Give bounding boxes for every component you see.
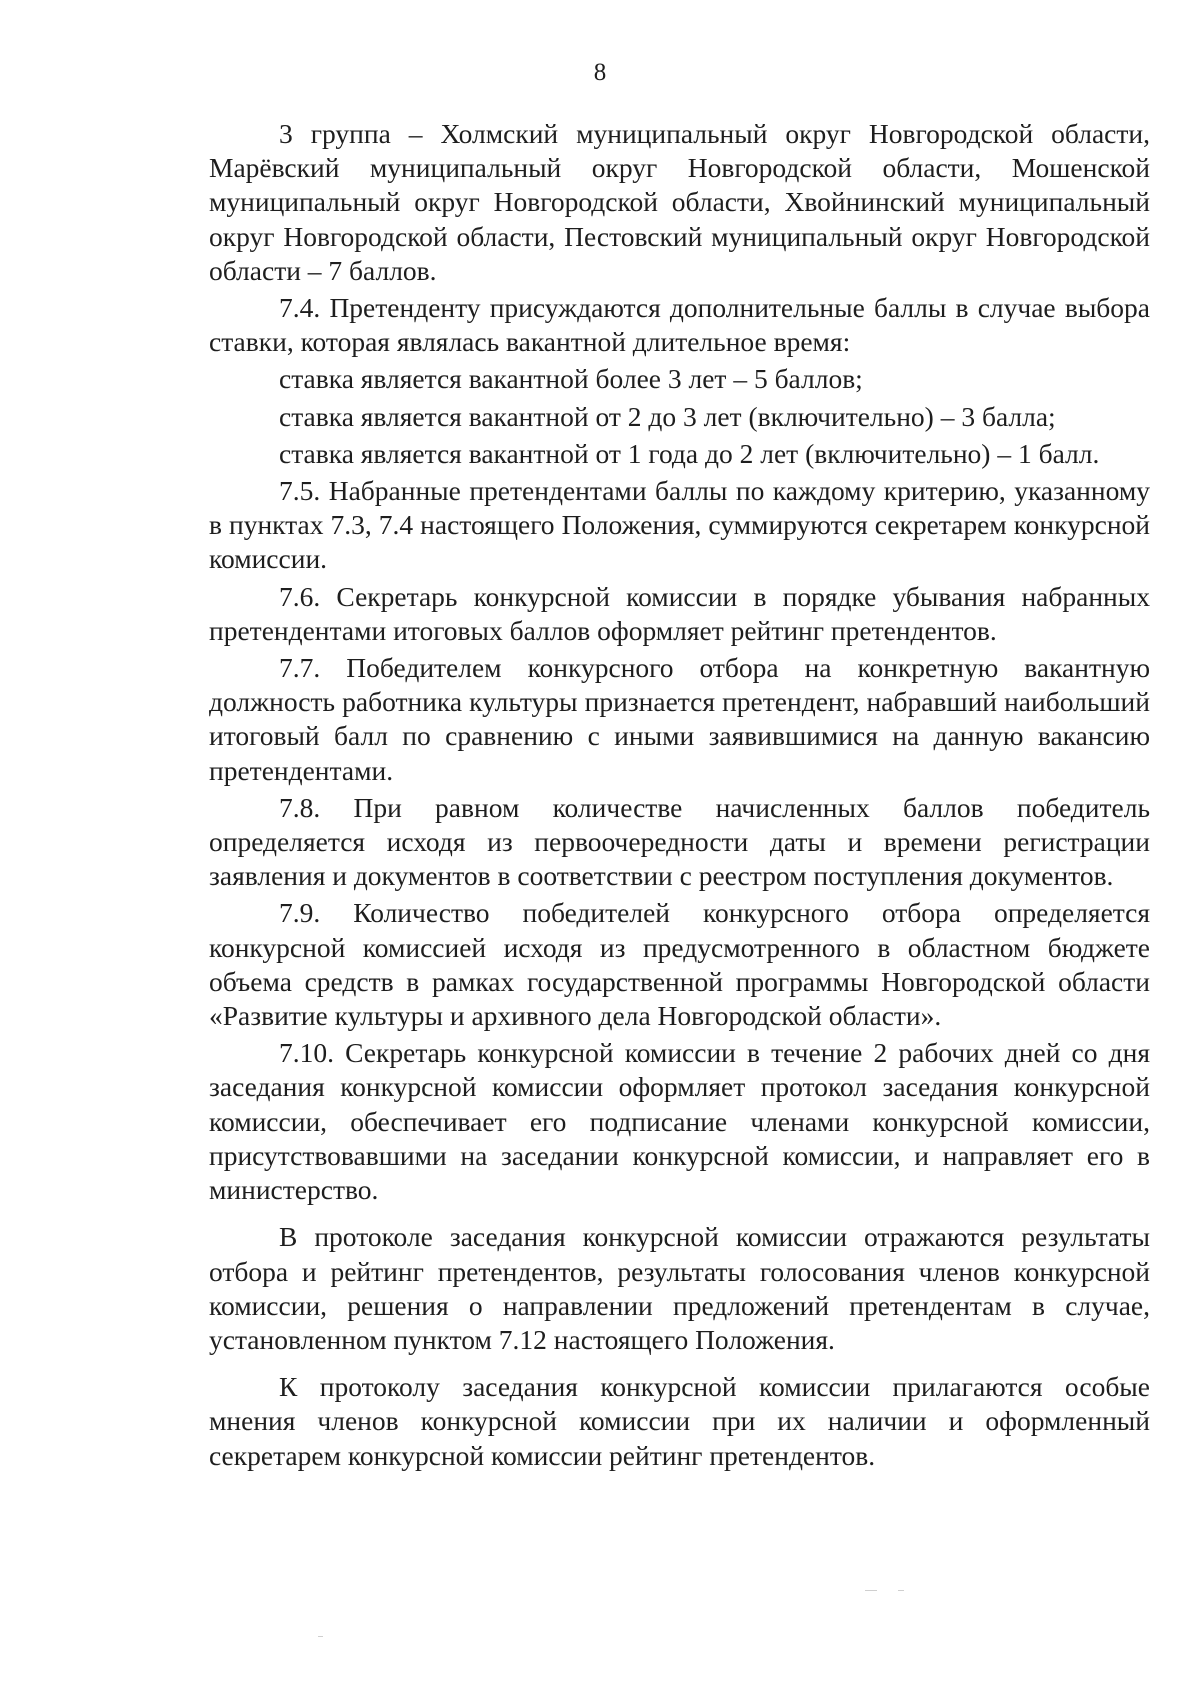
list-item-vacant-over-3-years: ставка является вакантной более 3 лет – 5 баллов;: [279, 363, 863, 395]
paragraph-7-10: 7.10. Секретарь конкурсной комиссии в течение 2 рабочих дней со дня заседания конкурсной комиссии оформляет протокол заседания конкурсной комиссии, обеспечивает его подписание членами конкурсной комиссии, присутствовавшими на заседании конкурсной комиссии, и направляет его в министерство.: [209, 1037, 1150, 1206]
list-item-vacant-2-to-3-years: ставка является вакантной от 2 до 3 лет (включительно) – 3 балла;: [279, 400, 1056, 432]
paragraph-7-8: 7.8. При равном количестве начисленных баллов победитель определяется исходя из первоочередности даты и времени регистрации заявления и документов в соответствии с реестром поступления документов.: [209, 791, 1150, 892]
list-item-vacant-1-to-2-years: ставка является вакантной от 1 года до 2 лет (включительно) – 1 балл.: [279, 437, 1100, 469]
scan-artifact: [865, 1590, 877, 1591]
document-body: [209, 117, 1150, 1476]
paragraph-7-4: 7.4. Претенденту присуждаются дополнительные баллы в случае выбора ставки, которая являлась вакантной длительное время:: [209, 292, 1150, 358]
paragraph-group-3-points: 3 группа – Холмский муниципальный округ Новгородской области, Марёвский муниципальный округ Новгородской области, Мошенской муниципальный округ Новгородской области, Хвойнинский муниципальный округ Новгородской области, Пестовский муниципальный округ Новгородской области – 7 баллов.: [209, 118, 1150, 286]
scan-artifact: [898, 1590, 904, 1591]
paragraph-7-5: 7.5. Набранные претендентами баллы по каждому критерию, указанному в пунктах 7.3, 7.4 настоящего Положения, суммируются секретарем конкурсной комиссии.: [209, 475, 1150, 575]
paragraph-7-9: 7.9. Количество победителей конкурсного отбора определяется конкурсной комиссией исходя из предусмотренного в областном бюджете объема средств в рамках государственной программы Новгородской области «Развитие культуры и архивного дела Новгородской области».: [209, 897, 1150, 1032]
paragraph-protocol-contents: В протоколе заседания конкурсной комиссии отражаются результаты отбора и рейтинг претендентов, результаты голосования членов конкурсной комиссии, решения о направлении предложений претендентам в случае, установленном пунктом 7.12 настоящего Положения.: [209, 1221, 1150, 1355]
page-number: 8: [593, 59, 607, 86]
paragraph-7-7: 7.7. Победителем конкурсного отбора на конкретную вакантную должность работника культуры признается претендент, набравший наибольший итоговый балл по сравнению с иными заявившимися на данную вакансию претендентами.: [209, 652, 1150, 786]
paragraph-protocol-attachments: К протоколу заседания конкурсной комиссии прилагаются особые мнения членов конкурсной комиссии при их наличии и оформленный секретарем конкурсной комиссии рейтинг претендентов.: [209, 1371, 1150, 1471]
scan-artifact: [318, 1636, 323, 1637]
paragraph-7-6: 7.6. Секретарь конкурсной комиссии в порядке убывания набранных претендентами итоговых баллов оформляет рейтинг претендентов.: [209, 580, 1150, 646]
